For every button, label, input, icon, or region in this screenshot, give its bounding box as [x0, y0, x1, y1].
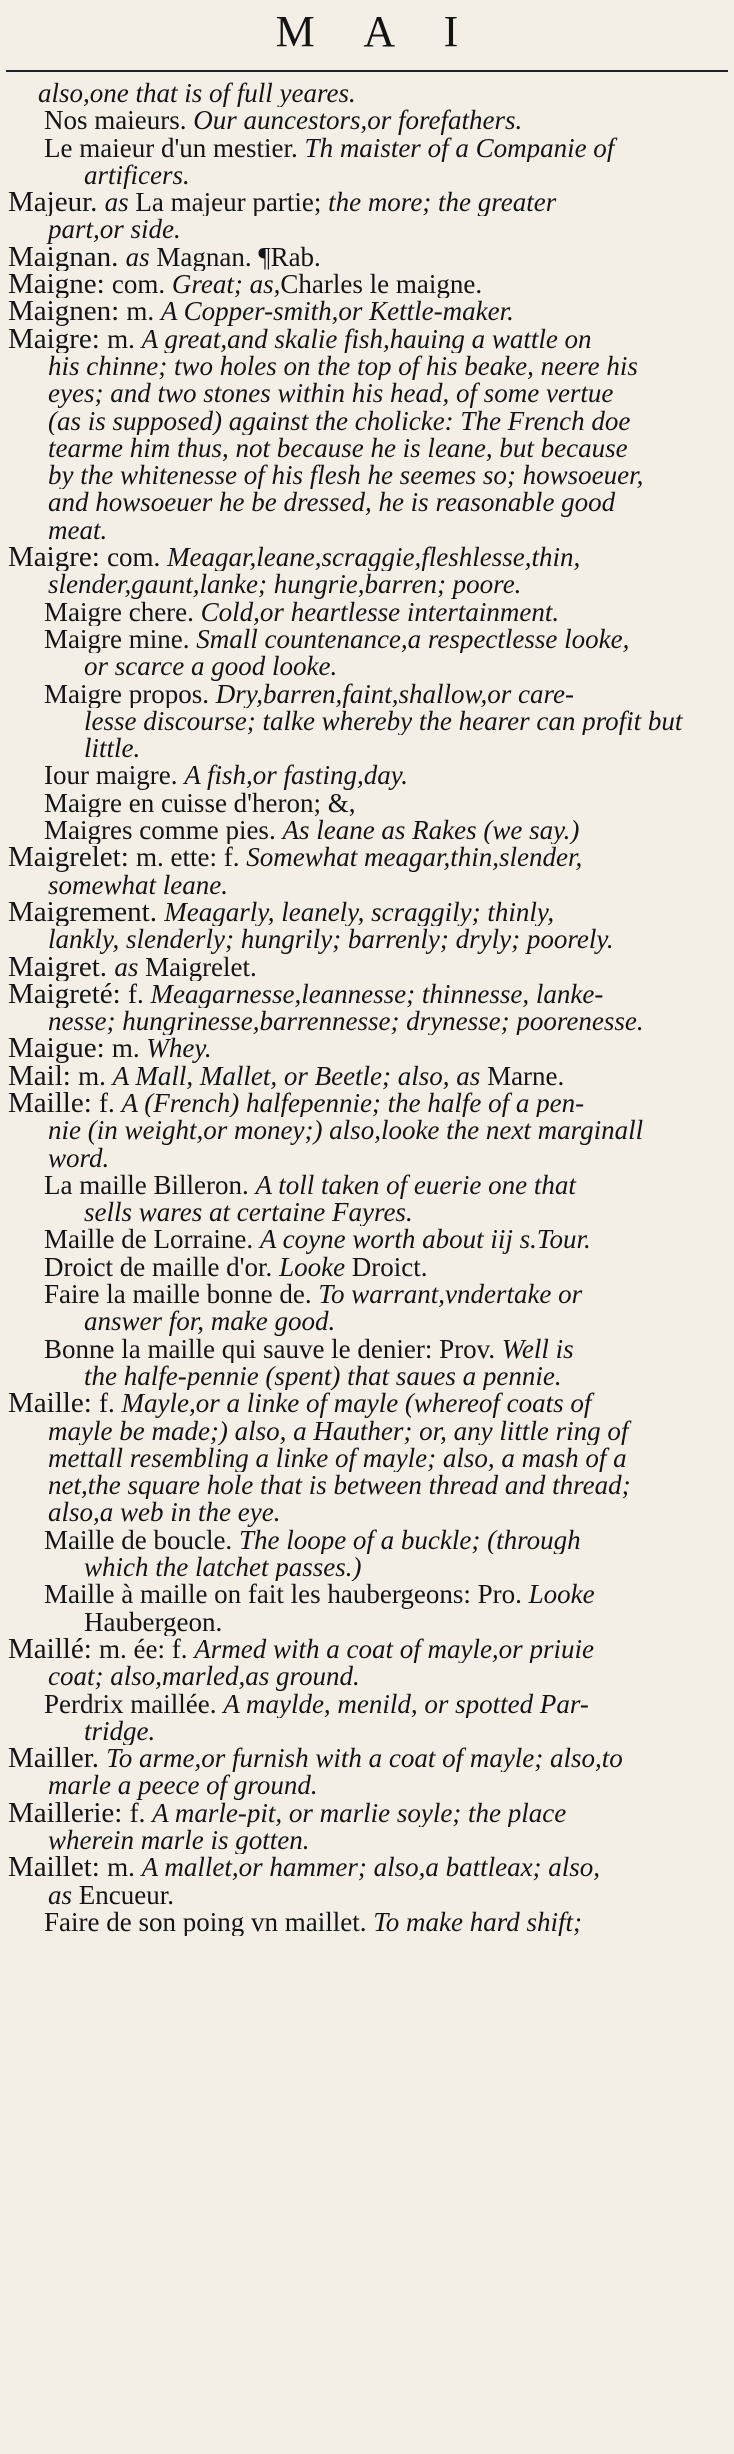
dictionary-entry — [8, 107, 726, 134]
entry-line — [8, 1090, 726, 1117]
entry-line — [8, 1882, 726, 1909]
entry-line — [44, 1281, 726, 1308]
entry-line — [44, 162, 726, 189]
entry-line — [44, 1226, 726, 1253]
definition-text: To arme,or furnish with a coat of mayle; also,to — [106, 1745, 623, 1773]
headword: Maigrement. — [8, 898, 165, 927]
entry-line — [8, 189, 726, 216]
dictionary-entry — [8, 1063, 726, 1090]
definition-text: as — [125, 243, 150, 272]
entry-line — [44, 1363, 726, 1390]
entry-line — [44, 708, 726, 735]
dictionary-entry — [8, 1527, 726, 1582]
entry-line — [8, 1445, 726, 1472]
definition-text: Looke — [279, 1253, 346, 1282]
headword: Maillerie: — [8, 1799, 130, 1827]
definition-text: Small countenance,a respectlesse looke, — [196, 625, 630, 654]
definition-text: little. — [84, 735, 141, 763]
entry-text: Bonne la maille qui sauve le denier: Prov. — [44, 1335, 502, 1363]
entry-line — [8, 353, 726, 380]
dictionary-entry — [8, 326, 726, 544]
entry-text: Perdrix maillée. — [44, 1690, 224, 1718]
headword: Maillé: — [8, 1635, 100, 1664]
entry-line — [8, 571, 726, 598]
definition-text: A toll taken of euerie one that — [255, 1171, 576, 1200]
entry-text: La majeur partie; — [128, 189, 329, 217]
definition-text: tearme him thus, not because he is leane, but because — [48, 434, 628, 463]
definition-text: meat. — [48, 516, 108, 545]
dictionary-entry — [8, 271, 726, 298]
dictionary-entry — [8, 681, 726, 763]
definition-text: and howsoeuer he be dressed, he is reasonable good — [48, 489, 616, 517]
page-header: M A I — [275, 7, 479, 56]
definition-text: A Copper-smith,or Kettle-maker. — [160, 298, 514, 326]
dictionary-entry — [8, 1909, 726, 1936]
definition-text: which the latchet passes.) — [84, 1554, 362, 1582]
dictionary-entry — [8, 1390, 726, 1526]
definition-text: lesse discourse; talke whereby the hearer can profit but — [84, 707, 683, 736]
entry-line — [44, 653, 726, 680]
headword: Maigret. — [8, 953, 115, 981]
entry-line — [8, 298, 726, 325]
dictionary-entry — [8, 1336, 726, 1391]
dictionary-entry — [8, 1854, 726, 1909]
entry-line — [44, 681, 726, 708]
entry-line — [8, 1035, 726, 1062]
entry-text: m. — [78, 1062, 113, 1090]
dictionary-entry — [8, 981, 726, 1036]
entry-line — [8, 1854, 726, 1881]
definition-text: (as is supposed) against the cholicke: The French doe — [48, 407, 631, 435]
definition-text: Cold,or heartlesse intertainment. — [200, 598, 560, 626]
entry-line — [44, 1909, 726, 1936]
entry-text: Magnan. ¶Rab. — [149, 243, 321, 272]
definition-text: his chinne; two holes on the top of his beake, neere his — [48, 352, 638, 381]
entry-line — [44, 1336, 726, 1363]
entry-line — [44, 107, 726, 134]
header-rule — [6, 70, 728, 72]
entry-line — [8, 844, 726, 871]
entry-text: m. — [107, 1854, 142, 1882]
definition-text: answer for, make good. — [84, 1308, 336, 1336]
entry-text: Maigres comme pies. — [44, 817, 283, 845]
definition-text: Whey. — [146, 1035, 212, 1063]
entry-text: m. ette: f. — [136, 844, 247, 872]
definition-text: lankly, slenderly; hungrily; barrenly; dryly; poorely. — [48, 926, 614, 954]
entry-line — [8, 1390, 726, 1417]
entry-text: Maigre chere. — [44, 598, 201, 626]
entry-text: Maigre propos. — [44, 680, 216, 708]
entry-text: m. — [111, 1035, 147, 1063]
headword: Maillet: — [8, 1854, 108, 1882]
dictionary-entry — [8, 1035, 726, 1062]
definition-text: Meagarnesse,leannesse; thinnesse, lanke- — [150, 980, 604, 1009]
dictionary-entry — [8, 1691, 726, 1746]
dictionary-entry — [8, 954, 726, 981]
definition-text: as — [104, 189, 129, 217]
entry-text: Nos maieurs. — [44, 107, 194, 135]
definition-text: tridge. — [84, 1717, 156, 1746]
entry-text: Maigrelet. — [138, 953, 257, 981]
entry-text: Iour maigre. — [44, 762, 185, 790]
headword: Maille: — [8, 1089, 100, 1118]
entry-text: Encueur. — [72, 1881, 174, 1909]
definition-text: Meagarly, leanely, scraggily; thinly, — [164, 898, 555, 927]
definition-text: the halfe-pennie (spent) that saues a pennie. — [84, 1362, 562, 1391]
definition-text: slender,gaunt,lanke; hungrie,barren; poore. — [48, 571, 522, 599]
definition-text: Well is — [501, 1335, 574, 1363]
definition-text: A marle-pit, or marlie soyle; the place — [152, 1799, 567, 1827]
entry-line — [8, 1063, 726, 1090]
entry-text: Haubergeon. — [84, 1608, 223, 1636]
definition-text: the more; the greater — [328, 189, 557, 217]
definition-text: Meagar,leane,scraggie,fleshlesse,thin, — [167, 544, 581, 572]
dictionary-entry — [8, 80, 726, 107]
dictionary-entry — [8, 1254, 726, 1281]
entry-line — [8, 1800, 726, 1827]
headword: Mail: — [8, 1062, 79, 1090]
entry-text: Maille à maille on fait les haubergeons: Pro. — [44, 1581, 529, 1609]
definition-text: net,the square hole that is between thread and thread; — [48, 1472, 631, 1500]
definition-text: part,or side. — [48, 216, 181, 244]
entry-text: Faire de son poing vn maillet. — [44, 1908, 374, 1937]
entry-text: m. — [126, 298, 161, 326]
definition-text: nie (in weight,or money;) also,looke the next marginall — [48, 1117, 644, 1145]
entry-text: f. — [129, 1799, 153, 1827]
entry-text: Maille de boucle. — [44, 1526, 239, 1555]
entry-line — [8, 271, 726, 298]
definition-text: as — [114, 953, 139, 981]
definition-text: mayle be made;) also, a Hauther; or, any little ring of — [48, 1417, 629, 1445]
definition-text: by the whitenesse of his flesh he seemes so; howsoeuer, — [48, 462, 644, 490]
dictionary-entry — [8, 244, 726, 271]
dictionary-entry — [8, 1090, 726, 1172]
entry-line — [8, 1772, 726, 1799]
entry-line — [8, 872, 726, 899]
dictionary-entry — [8, 544, 726, 599]
entry-line — [8, 926, 726, 953]
definition-text: A Mall, Mallet, or Beetle; also, as — [112, 1062, 481, 1090]
entry-text: m. ée: f. — [99, 1635, 195, 1664]
dictionary-entry — [8, 1581, 726, 1636]
definition-text: A (French) halfepennie; the halfe of a pen- — [121, 1089, 585, 1118]
entry-line — [44, 735, 726, 762]
entry-line — [44, 1527, 726, 1554]
dictionary-entry — [8, 189, 726, 244]
definition-text: Th maister of a Companie of — [304, 134, 615, 162]
entry-line — [8, 1745, 726, 1772]
headword: Maigreté: — [8, 980, 128, 1009]
entry-text: Maigre en cuisse d'heron; &, — [44, 789, 356, 818]
entry-line — [8, 899, 726, 926]
entry-line — [8, 435, 726, 462]
entry-line — [8, 462, 726, 489]
entry-line — [8, 517, 726, 544]
definition-text: or scarce a good looke. — [84, 653, 338, 681]
headword: Maigre: — [8, 544, 108, 572]
entry-text: Maigre mine. — [44, 625, 197, 654]
dictionary-entry — [8, 1745, 726, 1800]
entry-line — [44, 762, 726, 789]
definition-text: nesse; hungrinesse,barrennesse; drynesse; poorenesse. — [48, 1008, 644, 1036]
entry-line — [8, 544, 726, 571]
entry-line — [44, 1581, 726, 1608]
entry-text: Charles le maigne. — [280, 271, 483, 299]
headword: Maignan. — [8, 243, 126, 272]
entry-line — [8, 1418, 726, 1445]
entry-text: com. — [107, 544, 168, 572]
entry-line — [44, 790, 726, 817]
dictionary-entry — [8, 135, 726, 190]
definition-text: Looke — [528, 1581, 595, 1609]
dictionary-entry — [8, 1226, 726, 1253]
dictionary-entry — [8, 762, 726, 789]
entry-list — [8, 80, 726, 1936]
definition-text: sells wares at certaine Fayres. — [84, 1199, 413, 1227]
definition-text: eyes; and two stones within his head, of some vertue — [48, 380, 614, 408]
entry-line — [44, 1691, 726, 1718]
entry-text: m. — [107, 325, 142, 353]
entry-text: Le maieur d'un mestier. — [44, 134, 305, 162]
entry-line — [44, 626, 726, 653]
entry-text: Droict de maille d'or. — [44, 1253, 280, 1282]
definition-text: Great; as, — [171, 271, 281, 299]
entry-line — [8, 1499, 726, 1526]
entry-line — [44, 1308, 726, 1335]
definition-text: somewhat leane. — [48, 871, 228, 899]
entry-text: f. — [99, 1390, 122, 1418]
headword: Maigre: — [8, 325, 108, 353]
entry-line — [8, 216, 726, 243]
dictionary-entry — [8, 298, 726, 325]
headword: Maigne: — [8, 271, 112, 299]
entry-text: f. — [99, 1089, 122, 1118]
dictionary-entry — [8, 1800, 726, 1855]
definition-text: Our auncestors,or forefathers. — [193, 107, 523, 135]
definition-text: A coyne worth about iij s.Tour. — [259, 1226, 591, 1254]
headword: Maille: — [8, 1390, 100, 1418]
entry-line — [8, 1827, 726, 1854]
entry-text: Marne. — [480, 1062, 565, 1090]
entry-line — [44, 1254, 726, 1281]
entry-line — [8, 1472, 726, 1499]
definition-text: also,one that is of full yeares. — [38, 80, 356, 108]
definition-text: Armed with a coat of mayle,or priuie — [194, 1635, 594, 1664]
definition-text: word. — [48, 1144, 110, 1172]
dictionary-entry — [8, 626, 726, 681]
headword: Majeur. — [8, 189, 105, 217]
entry-line — [44, 1199, 726, 1226]
definition-text: Somewhat meagar,thin,slender, — [246, 844, 583, 872]
dictionary-entry — [8, 817, 726, 844]
headword: Maignen: — [8, 298, 127, 326]
definition-text: as — [48, 1881, 73, 1909]
dictionary-entry — [8, 790, 726, 817]
dictionary-entry — [8, 844, 726, 899]
definition-text: To make hard shift; — [373, 1908, 582, 1937]
dictionary-entry — [8, 599, 726, 626]
definition-text: Dry,barren,faint,shallow,or care- — [215, 680, 574, 708]
entry-text: Faire la maille bonne de. — [44, 1281, 319, 1309]
definition-text: artificers. — [84, 161, 190, 190]
entry-line — [44, 1554, 726, 1581]
dictionary-entry — [8, 899, 726, 954]
definition-text: also,a web in the eye. — [48, 1499, 281, 1527]
definition-text: coat; also,marled,as ground. — [48, 1663, 360, 1691]
entry-text: f. — [127, 980, 151, 1009]
definition-text: To warrant,vndertake or — [318, 1281, 583, 1309]
dictionary-entry — [8, 1281, 726, 1336]
entry-line — [8, 244, 726, 271]
definition-text: As leane as Rakes (we say.) — [282, 817, 580, 845]
entry-line — [8, 1008, 726, 1035]
entry-line — [44, 1172, 726, 1199]
entry-line — [8, 408, 726, 435]
dictionary-entry — [8, 1172, 726, 1227]
definition-text: A great,and skalie fish,hauing a wattle on — [141, 325, 592, 353]
entry-line — [8, 981, 726, 1008]
entry-line — [44, 1609, 726, 1636]
definition-text: marle a peece of ground. — [48, 1772, 318, 1800]
headword: Maigue: — [8, 1035, 112, 1063]
entry-line — [8, 489, 726, 516]
entry-line — [44, 1718, 726, 1745]
definition-text: A maylde, menild, or spotted Par- — [223, 1690, 589, 1718]
entry-line — [44, 135, 726, 162]
definition-text: The loope of a buckle; (through — [238, 1526, 581, 1555]
entry-text: Droict. — [345, 1253, 428, 1282]
definition-text: mettall resembling a linke of mayle; also, a mash of a — [48, 1444, 627, 1473]
entry-line — [8, 1145, 726, 1172]
entry-text: com. — [111, 271, 172, 299]
dictionary-entry — [8, 1636, 726, 1691]
entry-line — [8, 1636, 726, 1663]
entry-line — [8, 1117, 726, 1144]
definition-text: Mayle,or a linke of mayle (whereof coats of — [121, 1390, 592, 1418]
definition-text: A fish,or fasting,day. — [184, 762, 408, 790]
entry-line — [44, 817, 726, 844]
entry-line — [8, 954, 726, 981]
definition-text: wherein marle is gotten. — [48, 1827, 310, 1855]
entry-line — [38, 80, 726, 107]
entry-text: La maille Billeron. — [44, 1171, 256, 1200]
entry-line — [44, 599, 726, 626]
headword: Mailler. — [8, 1745, 107, 1773]
entry-line — [8, 326, 726, 353]
entry-line — [8, 380, 726, 407]
headword: Maigrelet: — [8, 844, 137, 872]
definition-text: A mallet,or hammer; also,a battleax; also, — [141, 1854, 601, 1882]
entry-line — [8, 1663, 726, 1690]
entry-text: Maille de Lorraine. — [44, 1226, 260, 1254]
